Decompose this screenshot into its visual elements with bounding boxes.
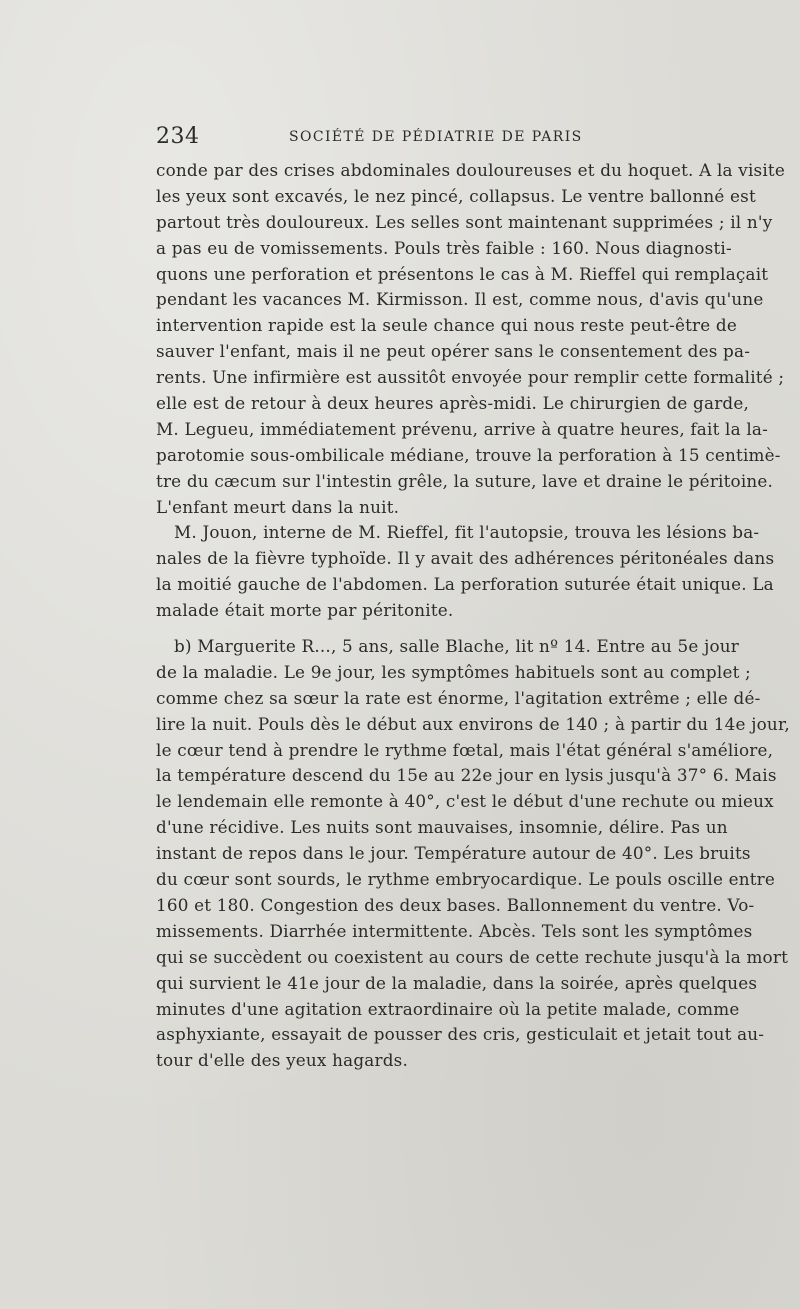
text-line: quons une perforation et présentons le cas à M. Rieffel qui remplaçait xyxy=(156,263,769,284)
text-line: L'enfant meurt dans la nuit. xyxy=(156,496,400,517)
text-line: sauver l'enfant, mais il ne peut opérer sans le consentement des pa- xyxy=(156,341,751,362)
text-line: qui se succèdent ou coexistent au cours de cette rechute jusqu'à la mort xyxy=(156,946,789,967)
text-line: intervention rapide est la seule chance qui nous reste peut-être de xyxy=(156,315,738,336)
text-line: nales de la fièvre typhoïde. Il y avait des adhérences péritonéales dans xyxy=(156,548,775,569)
text-line: du cœur sont sourds, le rythme embryocardique. Le pouls oscille entre xyxy=(156,869,776,890)
text-line: b) Marguerite R..., 5 ans, salle Blache, lit nº 14. Entre au 5e jour xyxy=(174,636,740,657)
paragraph-3 xyxy=(156,634,790,1074)
text-line: 160 et 180. Congestion des deux bases. Ballonnement du ventre. Vo- xyxy=(156,894,755,915)
text-line: M. Jouon, interne de M. Rieffel, fit l'autopsie, trouva les lésions ba- xyxy=(174,522,760,543)
paragraph-1 xyxy=(156,158,785,520)
text-line: tre du cæcum sur l'intestin grêle, la suture, lave et draine le péritoine. xyxy=(156,470,774,491)
paragraph-spacing xyxy=(156,624,700,634)
text-line: de la maladie. Le 9e jour, les symptômes habituels sont au complet ; xyxy=(156,661,751,682)
running-head xyxy=(156,124,700,154)
text-line: asphyxiante, essayait de pousser des cris, gesticulait et jetait tout au- xyxy=(156,1024,765,1045)
text-line: pendant les vacances M. Kirmisson. Il est, comme nous, d'avis qu'une xyxy=(156,289,764,310)
journal-title: SOCIÉTÉ DE PÉDIATRIE DE PARIS xyxy=(289,129,583,145)
text-line: le lendemain elle remonte à 40°, c'est le début d'une rechute ou mieux xyxy=(156,791,774,812)
text-line: les yeux sont excavés, le nez pincé, collapsus. Le ventre ballonné est xyxy=(156,185,756,206)
text-line: missements. Diarrhée intermittente. Abcès. Tels sont les symptômes xyxy=(156,920,753,941)
text-line: lire la nuit. Pouls dès le début aux environs de 140 ; à partir du 14e jour, xyxy=(156,713,790,734)
text-line: le cœur tend à prendre le rythme fœtal, mais l'état général s'améliore, xyxy=(156,739,774,760)
text-line: la moitié gauche de l'abdomen. La perforation suturée était unique. La xyxy=(156,574,774,595)
text-line: partout très douloureux. Les selles sont maintenant supprimées ; il n'y xyxy=(156,211,773,232)
text-line: tour d'elle des yeux hagards. xyxy=(156,1050,409,1071)
text-line: conde par des crises abdominales douloureuses et du hoquet. A la visite xyxy=(156,160,785,180)
body-text xyxy=(156,158,790,1074)
text-line: la température descend du 15e au 22e jour en lysis jusqu'à 37° 6. Mais xyxy=(156,765,777,786)
text-line: minutes d'une agitation extraordinaire où la petite malade, comme xyxy=(156,998,740,1019)
paragraph-2 xyxy=(156,520,775,624)
text-line: rents. Une infirmière est aussitôt envoyée pour remplir cette formalité ; xyxy=(156,367,785,388)
text-line: M. Legueu, immédiatement prévenu, arrive à quatre heures, fait la la- xyxy=(156,418,768,439)
text-line: a pas eu de vomissements. Pouls très faible : 160. Nous diagnosti- xyxy=(156,237,732,258)
text-line: malade était morte par péritonite. xyxy=(156,600,454,621)
text-line: elle est de retour à deux heures après-midi. Le chirurgien de garde, xyxy=(156,393,750,414)
text-line: instant de repos dans le jour. Température autour de 40°. Les bruits xyxy=(156,843,751,864)
page-number: 234 xyxy=(156,124,200,149)
text-line: comme chez sa sœur la rate est énorme, l'agitation extrême ; elle dé- xyxy=(156,687,761,708)
text-line: parotomie sous-ombilicale médiane, trouve la perforation à 15 centimè- xyxy=(156,444,781,465)
text-line: d'une récidive. Les nuits sont mauvaises, insomnie, délire. Pas un xyxy=(156,817,728,838)
text-line: qui survient le 41e jour de la maladie, dans la soirée, après quelques xyxy=(156,972,758,993)
